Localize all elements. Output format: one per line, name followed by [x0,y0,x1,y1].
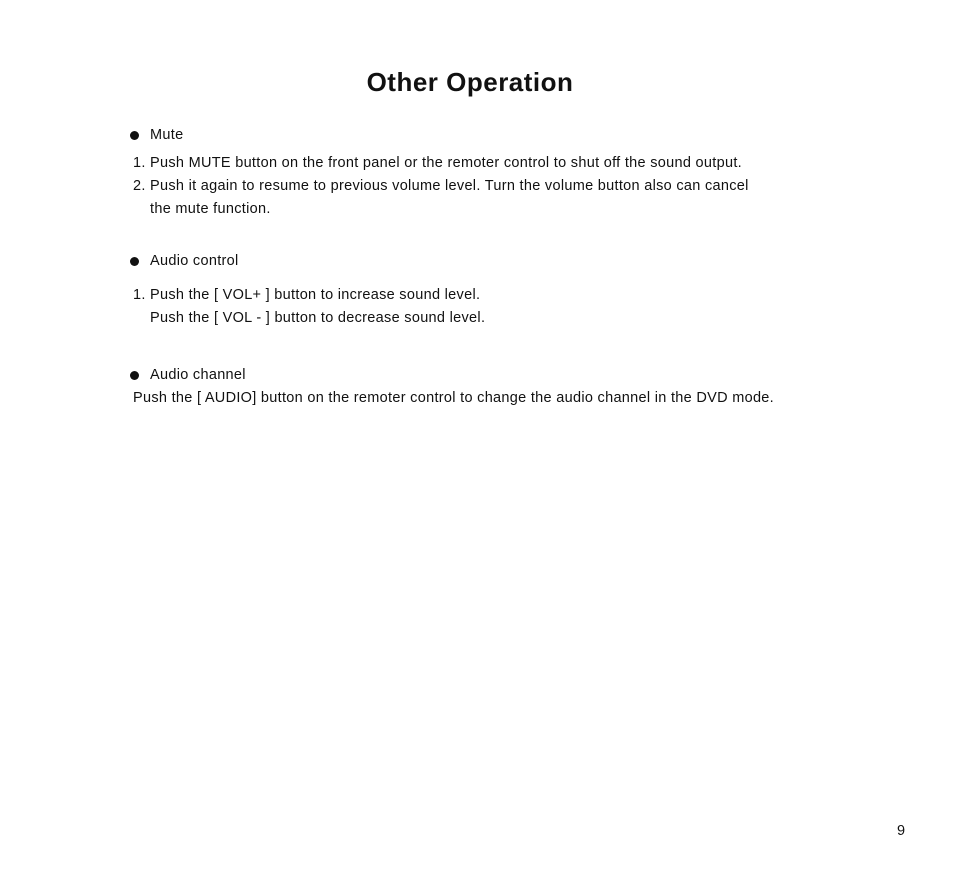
bullet-icon [130,131,139,140]
section-heading-label: Audio channel [150,367,246,383]
bullet-icon [130,371,139,380]
page-title: Other Operation [366,67,574,97]
audio-channel-description: Push the [ AUDIO] button on the remoter control to change the audio channel in the DVD mode. [133,390,774,406]
mute-step-2-continued: the mute function. [150,201,271,217]
section-heading-audio-channel [130,366,246,384]
audio-control-step-1-continued: Push the [ VOL - ] button to decrease sound level. [150,310,486,326]
bullet-icon [130,257,139,266]
audio-control-step-1: 1. Push the [ VOL+ ] button to increase sound level. [133,287,481,303]
mute-step-1: 1. Push MUTE button on the front panel or the remoter control to shut off the sound output. [133,155,742,171]
section-heading-label: Mute [150,127,184,143]
section-heading-label: Audio control [150,253,239,269]
section-heading-mute [130,126,183,144]
mute-step-2: 2. Push it again to resume to previous volume level. Turn the volume button also can cancel [133,178,749,194]
page-number: 9 [897,823,906,839]
section-heading-audio-control [130,252,239,270]
